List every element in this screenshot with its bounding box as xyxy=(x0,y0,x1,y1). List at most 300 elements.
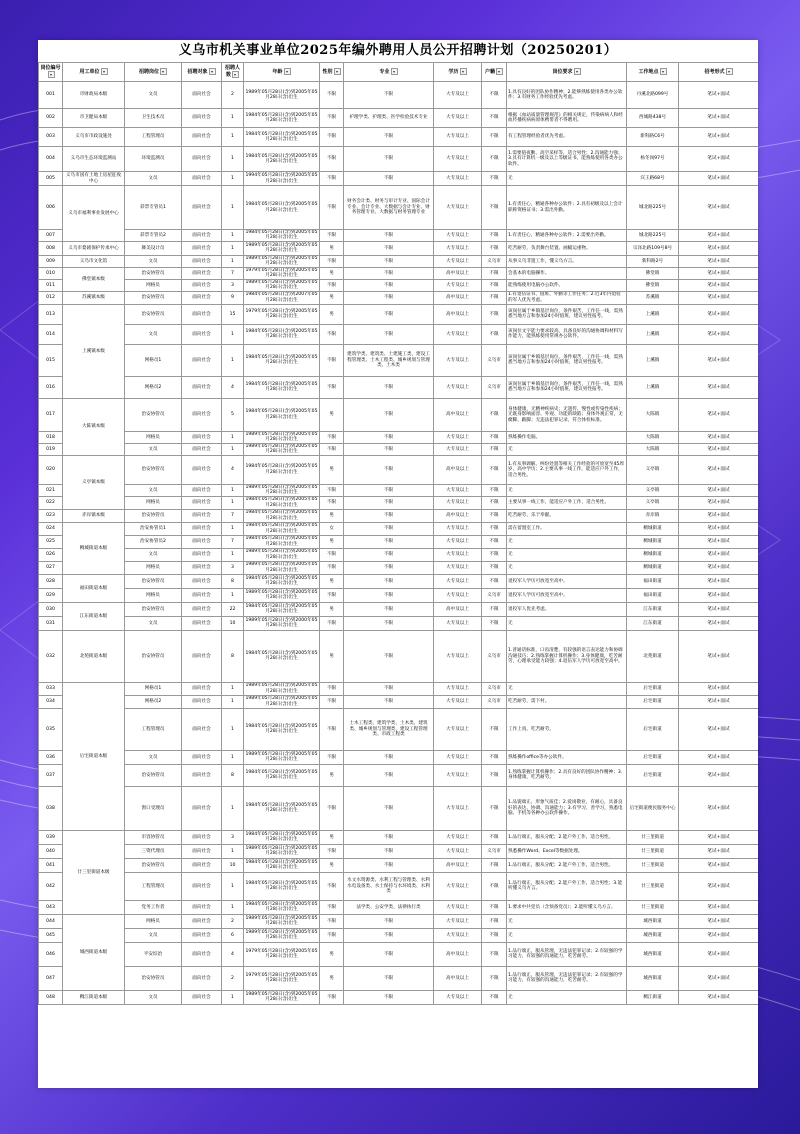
filter-dropdown-icon[interactable] xyxy=(232,71,239,78)
post-number-cell: 043 xyxy=(39,900,63,914)
job-title-cell: 工程管理员 xyxy=(125,872,182,900)
headcount-cell: 3 xyxy=(222,561,244,574)
requirements-cell: 1.品行端正，服从分配；2.能户外工作，适合男性；3.能听懂义乌方言。 xyxy=(507,872,627,900)
major-cell: 不限 xyxy=(344,695,434,708)
post-number-cell: 030 xyxy=(39,602,63,616)
education-cell: 高中及以上 xyxy=(434,398,482,431)
education-cell: 大专及以上 xyxy=(434,241,482,255)
post-number-cell: 037 xyxy=(39,764,63,786)
education-cell: 大专及以上 xyxy=(434,172,482,186)
job-title-cell: 彩票专管员2 xyxy=(125,230,182,242)
employer-unit-cell: 义乌市生态环境监测站 xyxy=(63,147,125,172)
education-cell: 高中及以上 xyxy=(434,602,482,616)
major-cell: 不限 xyxy=(344,914,434,928)
gender-cell: 不限 xyxy=(320,928,344,942)
job-title-cell: 治安协管员 xyxy=(125,764,182,786)
headcount-cell: 8 xyxy=(222,764,244,786)
major-cell: 不限 xyxy=(344,496,434,509)
headcount-cell: 1 xyxy=(222,990,244,1004)
age-range-cell: 1984年05月28日(含)到2005年05月28日(含)出生 xyxy=(244,764,320,786)
target-group-cell: 面向社会 xyxy=(182,344,222,376)
gender-cell: 不限 xyxy=(320,230,344,242)
table-row xyxy=(39,574,759,588)
table-row xyxy=(39,616,759,630)
headcount-cell: 1 xyxy=(222,708,244,750)
column-header-label: 专业 xyxy=(379,69,390,76)
exam-format-cell: 笔试+面试 xyxy=(679,522,759,535)
household-registration-cell: 义乌市 xyxy=(482,630,507,682)
household-registration-cell: 不限 xyxy=(482,561,507,574)
job-title-cell: 文员 xyxy=(125,172,182,186)
table-row xyxy=(39,966,759,990)
headcount-cell: 3 xyxy=(222,830,244,844)
post-number-cell: 023 xyxy=(39,509,63,522)
household-registration-cell: 不限 xyxy=(482,786,507,830)
household-registration-cell: 不限 xyxy=(482,109,507,128)
education-cell: 大专及以上 xyxy=(434,750,482,764)
major-cell: 建筑学类、建筑类、土建施工类、建设工程管理类、土木工程类、城乡规划与管理类、土木类 xyxy=(344,344,434,376)
post-number-cell: 006 xyxy=(39,186,63,230)
filter-dropdown-icon[interactable] xyxy=(209,68,216,75)
work-location-cell: 西城路438号 xyxy=(627,109,679,128)
gender-cell: 不限 xyxy=(320,128,344,147)
work-location-cell: 廿三里街道 xyxy=(627,900,679,914)
post-number-cell: 016 xyxy=(39,376,63,398)
target-group-cell: 面向社会 xyxy=(182,509,222,522)
column-header-label: 工作地点 xyxy=(638,69,659,76)
column-header-label: 年龄 xyxy=(272,69,283,76)
work-location-cell: 大陈镇 xyxy=(627,398,679,431)
household-registration-cell: 不限 xyxy=(482,535,507,548)
age-range-cell: 1984年05月28日(含)到2005年05月28日(含)出生 xyxy=(244,786,320,830)
work-location-cell: 新科路C6号 xyxy=(627,128,679,147)
requirements-cell: 1.有退伍证书、值班、外勤等工作任务；2.近3年内退役的军人优先考虑。 xyxy=(507,291,627,304)
age-range-cell: 1984年05月28日(含)到2007年05月28日(含)出生 xyxy=(245,292,318,303)
gender-cell: 男 xyxy=(320,267,344,279)
requirements-cell: 无 xyxy=(507,484,627,496)
table-row xyxy=(39,786,759,830)
headcount-cell: 1 xyxy=(222,588,244,602)
household-registration-cell: 不限 xyxy=(482,900,507,914)
work-location-cell: 稠城街道 xyxy=(627,535,679,548)
column-header-label: 招聘对象 xyxy=(187,69,208,76)
table-row xyxy=(39,484,759,496)
requirements-cell: 熟练操作office等办公软件。 xyxy=(507,750,627,764)
column-header xyxy=(244,63,320,82)
column-header xyxy=(507,63,627,82)
education-cell: 大专及以上 xyxy=(434,764,482,786)
major-cell: 不限 xyxy=(344,750,434,764)
household-registration-cell: 不限 xyxy=(482,230,507,242)
exam-format-cell: 笔试+面试 xyxy=(679,324,759,344)
work-location-cell: 上溪镇 xyxy=(627,344,679,376)
household-registration-cell: 不限 xyxy=(482,990,507,1004)
requirements-cell: 吃苦耐劳，负责舞台装置、画幅运重物。 xyxy=(507,241,627,255)
major-cell: 不限 xyxy=(344,928,434,942)
major-cell: 不限 xyxy=(344,858,434,872)
post-number-cell: 036 xyxy=(39,750,63,764)
work-location-cell: 廿三里街道 xyxy=(627,858,679,872)
household-registration-cell: 不限 xyxy=(482,291,507,304)
column-header xyxy=(679,63,759,82)
requirements-cell: 该岗位属于乡镇基层岗位，条件艰苦，工作任一线，需熟悉当地方言和参加24小时值班，建议男性报考。 xyxy=(507,376,627,398)
post-number-cell: 015 xyxy=(39,344,63,376)
age-range-cell: 1984年05月28日(含)到2005年05月28日(含)出生 xyxy=(245,901,318,913)
job-title-cell: 文员 xyxy=(125,750,182,764)
major-cell: 不限 xyxy=(344,82,434,109)
work-location-cell: 城西街道 xyxy=(627,942,679,966)
post-number-cell: 007 xyxy=(39,230,63,242)
age-range-cell: 1994年05月28日(含)到2005年05月28日(含)出生 xyxy=(245,173,318,184)
post-number-cell: 035 xyxy=(39,708,63,750)
column-header xyxy=(320,63,344,82)
post-number-cell: 012 xyxy=(39,291,63,304)
headcount-cell: 1 xyxy=(222,230,244,242)
target-group-cell: 面向社会 xyxy=(182,398,222,431)
job-title-cell: 工程管理员 xyxy=(125,128,182,147)
major-cell: 不限 xyxy=(344,398,434,431)
requirements-cell: 退役军人学历可放宽至高中。 xyxy=(507,588,627,602)
post-number-cell: 021 xyxy=(39,484,63,496)
household-registration-cell: 不限 xyxy=(482,764,507,786)
age-range-cell: 1989年05月28日(含)到2005年05月28日(含)出生 xyxy=(245,562,318,573)
filter-dropdown-icon[interactable] xyxy=(496,68,503,75)
requirements-cell: 能熟练使用电脑办公软件。 xyxy=(507,279,627,291)
table-row xyxy=(39,443,759,455)
target-group-cell: 面向社会 xyxy=(182,255,222,267)
headcount-cell: 1 xyxy=(222,109,244,128)
household-registration-cell: 不限 xyxy=(482,522,507,535)
work-location-cell: 佛堂镇 xyxy=(627,267,679,279)
education-cell: 大专及以上 xyxy=(434,786,482,830)
filter-dropdown-icon[interactable] xyxy=(660,68,667,75)
gender-cell: 不限 xyxy=(320,844,344,858)
filter-dropdown-icon[interactable] xyxy=(160,68,167,75)
post-number-cell: 004 xyxy=(39,147,63,172)
headcount-cell: 1 xyxy=(222,147,244,172)
employer-unit-cell: 廿三里街道本级 xyxy=(63,830,125,914)
household-registration-cell: 不限 xyxy=(482,267,507,279)
requirements-cell: 无 xyxy=(507,548,627,561)
target-group-cell: 面向社会 xyxy=(182,548,222,561)
major-cell: 不限 xyxy=(344,147,434,172)
employer-unit-cell: 义亭镇本级 xyxy=(63,455,125,509)
education-cell: 高中及以上 xyxy=(434,291,482,304)
headcount-cell: 1 xyxy=(222,900,244,914)
exam-format-cell: 笔试+面试 xyxy=(679,616,759,630)
table-row xyxy=(39,431,759,443)
column-header xyxy=(627,63,679,82)
filter-dropdown-icon[interactable] xyxy=(284,68,291,75)
exam-format-cell: 笔试+面试 xyxy=(679,830,759,844)
column-header-label: 招聘人数 xyxy=(224,64,240,78)
headcount-cell: 4 xyxy=(222,376,244,398)
column-header-label: 户籍 xyxy=(484,69,495,76)
age-range-cell: 1979年05月28日(含)到2005年05月28日(含)出生 xyxy=(244,304,320,324)
education-cell: 大专及以上 xyxy=(434,928,482,942)
post-number-cell: 027 xyxy=(39,561,63,574)
work-location-cell: 后宅街道便民服务中心 xyxy=(627,786,679,830)
gender-cell: 不限 xyxy=(320,708,344,750)
work-location-cell: 城西街道 xyxy=(627,928,679,942)
table-row xyxy=(39,279,759,291)
work-location-cell: 城西街道 xyxy=(627,914,679,928)
column-header-label: 招聘岗位 xyxy=(138,69,159,76)
employer-unit-cell: 后宅街道本级 xyxy=(63,682,125,830)
education-cell: 大专及以上 xyxy=(434,496,482,509)
column-header-label: 岗位编号 xyxy=(40,64,61,71)
age-range-cell: 1984年05月28日(含)到2005年05月28日(含)出生 xyxy=(245,497,318,508)
post-number-cell: 010 xyxy=(39,267,63,279)
requirements-cell: 1.有从事调解、纠纷处置等相关工作经验的可放宽至45周岁、高中学历；2.主要从事一线工作，能适应户外工作，适合男性。 xyxy=(507,455,627,484)
major-cell: 不限 xyxy=(344,574,434,588)
work-location-cell: 稠城街道 xyxy=(627,561,679,574)
job-title-cell: 三资代理员 xyxy=(125,844,182,858)
target-group-cell: 面向社会 xyxy=(182,708,222,750)
column-header-label: 性别 xyxy=(322,69,333,76)
education-cell: 大专及以上 xyxy=(434,109,482,128)
headcount-cell: 1 xyxy=(222,682,244,695)
table-body xyxy=(39,82,759,1005)
household-registration-cell: 不限 xyxy=(482,496,507,509)
job-title-cell: 文员 xyxy=(125,255,182,267)
requirements-cell: 工作上真，吃苦耐劳。 xyxy=(507,708,627,750)
age-range-cell: 1989年05月28日(含)到2000年05月28日(含)出生 xyxy=(245,617,318,629)
major-cell: 不限 xyxy=(344,830,434,844)
table-row xyxy=(39,241,759,255)
requirements-cell: 熟悉操作Word、Excel等数据处理。 xyxy=(507,844,627,858)
work-location-cell: 城西街道 xyxy=(627,966,679,990)
requirements-cell: 根据《血站质量管理规范》的相关规定，传染病病人和经血传播疾病病原体携带者不得聘用。 xyxy=(507,109,627,128)
gender-cell: 不限 xyxy=(320,990,344,1004)
job-title-cell: 彩票专管员1 xyxy=(125,186,182,230)
household-registration-cell: 不限 xyxy=(482,548,507,561)
requirements-cell: 无 xyxy=(507,172,627,186)
age-range-cell: 1989年05月28日(含)到2005年05月28日(含)出生 xyxy=(244,82,320,109)
job-title-cell: 治安协管员 xyxy=(125,966,182,990)
post-number-cell: 031 xyxy=(39,616,63,630)
gender-cell: 男 xyxy=(320,602,344,616)
job-title-cell: 治安协管员 xyxy=(125,304,182,324)
job-title-cell: 窗口受理员 xyxy=(125,786,182,830)
target-group-cell: 面向社会 xyxy=(182,496,222,509)
job-title-cell: 治安协管员 xyxy=(125,398,182,431)
work-location-cell: 后宅街道 xyxy=(627,682,679,695)
post-number-cell: 017 xyxy=(39,398,63,431)
gender-cell: 男 xyxy=(320,574,344,588)
job-title-cell: 治安协管员 xyxy=(125,267,182,279)
household-registration-cell: 不限 xyxy=(482,484,507,496)
filter-dropdown-icon[interactable] xyxy=(574,68,581,75)
education-cell: 高中及以上 xyxy=(434,455,482,484)
requirements-cell: 无 xyxy=(507,682,627,695)
employer-unit-cell: 福田街道本级 xyxy=(63,574,125,602)
job-title-cell: 治安协管员1 xyxy=(125,522,182,535)
major-cell: 不限 xyxy=(344,602,434,616)
work-location-cell: 后宅街道 xyxy=(627,708,679,750)
major-cell: 不限 xyxy=(344,990,434,1004)
age-range-cell: 1989年05月28日(含)到2005年05月28日(含)出生 xyxy=(245,845,318,857)
headcount-cell: 7 xyxy=(222,535,244,548)
household-registration-cell: 不限 xyxy=(482,966,507,990)
work-location-cell: 杨冬岗97号 xyxy=(627,147,679,172)
gender-cell: 男 xyxy=(320,398,344,431)
post-number-cell: 041 xyxy=(39,858,63,872)
work-location-cell: 廿三里街道 xyxy=(627,872,679,900)
job-title-cell: 治安协管员 xyxy=(125,455,182,484)
age-range-cell: 1984年05月28日(含)到2005年05月28日(含)出生 xyxy=(245,523,318,534)
gender-cell: 男 xyxy=(320,455,344,484)
target-group-cell: 面向社会 xyxy=(182,942,222,966)
major-cell: 不限 xyxy=(344,172,434,186)
exam-format-cell: 笔试+面试 xyxy=(679,548,759,561)
post-number-cell: 048 xyxy=(39,990,63,1004)
job-title-cell: 网格员 xyxy=(125,561,182,574)
target-group-cell: 面向社会 xyxy=(182,376,222,398)
requirements-cell: 需在留置室工作。 xyxy=(507,522,627,535)
headcount-cell: 9 xyxy=(222,291,244,304)
requirements-cell: 主要从事一线工作，能适应户外工作，适合男性。 xyxy=(507,496,627,509)
target-group-cell: 面向社会 xyxy=(182,764,222,786)
headcount-cell: 4 xyxy=(222,455,244,484)
exam-format-cell: 笔试+面试 xyxy=(679,844,759,858)
exam-format-cell: 笔试+面试 xyxy=(679,431,759,443)
requirements-cell: 熟练操作电脑。 xyxy=(507,431,627,443)
exam-format-cell: 笔试+面试 xyxy=(679,900,759,914)
household-registration-cell: 义乌市 xyxy=(482,844,507,858)
employer-unit-cell: 稠江街道本级 xyxy=(63,990,125,1004)
gender-cell: 男 xyxy=(320,241,344,255)
recruitment-sheet xyxy=(38,40,758,1088)
headcount-cell: 1 xyxy=(222,484,244,496)
filter-dropdown-icon[interactable] xyxy=(48,71,55,78)
post-number-cell: 047 xyxy=(39,966,63,990)
requirements-cell: 该岗位属于乡镇基层岗位，条件艰苦，工作任一线，需熟悉当地方言和参加24小时值班，建议男性报考。 xyxy=(507,304,627,324)
job-title-cell: 文员 xyxy=(125,990,182,1004)
gender-cell: 不限 xyxy=(320,186,344,230)
job-title-cell: 文员 xyxy=(125,928,182,942)
target-group-cell: 面向社会 xyxy=(182,561,222,574)
filter-dropdown-icon[interactable] xyxy=(101,68,108,75)
job-title-cell: 治安协管员 xyxy=(125,858,182,872)
major-cell: 不限 xyxy=(344,561,434,574)
age-range-cell: 1979年05月28日(含)到2005年05月28日(含)出生 xyxy=(244,942,320,966)
headcount-cell: 7 xyxy=(222,267,244,279)
requirements-cell: 吃苦耐劳、乐于奉献。 xyxy=(507,509,627,522)
exam-format-cell: 笔试+面试 xyxy=(679,376,759,398)
job-title-cell: 网格员2 xyxy=(125,695,182,708)
target-group-cell: 面向社会 xyxy=(182,443,222,455)
age-range-cell: 1984年05月28日(含)到2005年05月28日(含)出生 xyxy=(244,147,320,172)
table-row xyxy=(39,522,759,535)
education-cell: 大专及以上 xyxy=(434,588,482,602)
major-cell: 护理学类、护理类、医学检验技术专业 xyxy=(344,109,434,128)
headcount-cell: 1 xyxy=(222,255,244,267)
education-cell: 大专及以上 xyxy=(434,561,482,574)
household-registration-cell: 不限 xyxy=(482,942,507,966)
post-number-cell: 034 xyxy=(39,695,63,708)
target-group-cell: 面向社会 xyxy=(182,535,222,548)
employer-unit-cell: 稠城街道本级 xyxy=(63,522,125,574)
headcount-cell: 22 xyxy=(222,602,244,616)
work-location-cell: 城北路225号 xyxy=(627,230,679,242)
table-row xyxy=(39,398,759,431)
column-header xyxy=(182,63,222,82)
filter-dropdown-icon[interactable] xyxy=(460,68,467,75)
job-title-cell: 网格员 xyxy=(125,914,182,928)
major-cell: 不限 xyxy=(344,279,434,291)
table-row xyxy=(39,630,759,682)
exam-format-cell: 笔试+面试 xyxy=(679,872,759,900)
table-row xyxy=(39,695,759,708)
job-title-cell: 治安协管员 xyxy=(125,291,182,304)
requirements-cell: 身体健康，无精神疾病史；无遗传、慢性或传染性疾病；无既身影响面容、外观、功能的缺陷；身体外观正常，无瘸脚、跛脚；无违法犯罪记录，符合体检标准。 xyxy=(507,398,627,431)
exam-format-cell: 笔试+面试 xyxy=(679,304,759,324)
headcount-cell: 6 xyxy=(222,928,244,942)
employer-unit-cell: 北苑街道本级 xyxy=(63,630,125,682)
target-group-cell: 面向社会 xyxy=(182,900,222,914)
exam-format-cell: 笔试+面试 xyxy=(679,574,759,588)
headcount-cell: 1 xyxy=(222,186,244,230)
filter-dropdown-icon[interactable] xyxy=(726,68,733,75)
exam-format-cell: 笔试+面试 xyxy=(679,128,759,147)
exam-format-cell: 笔试+面试 xyxy=(679,109,759,128)
requirements-cell: 1.品行端正，服从管理，无违法犯罪记录；2.有较强的学习能力，有较强的沟通能力，吃苦耐劳。 xyxy=(507,942,627,966)
work-location-cell: 上溪镇 xyxy=(627,376,679,398)
age-range-cell: 1989年05月28日(含)到2005年05月28日(含)出生 xyxy=(245,696,318,707)
employer-unit-cell: 义乌市福利事业发展中心 xyxy=(63,186,125,242)
work-location-cell: 北苑街道 xyxy=(627,630,679,682)
headcount-cell: 1 xyxy=(222,496,244,509)
exam-format-cell: 笔试+面试 xyxy=(679,279,759,291)
employer-unit-cell: 市财政局本级 xyxy=(63,82,125,109)
major-cell: 不限 xyxy=(344,443,434,455)
education-cell: 大专及以上 xyxy=(434,914,482,928)
work-location-cell: 新科路2号 xyxy=(627,255,679,267)
employer-unit-cell: 江东街道本级 xyxy=(63,602,125,630)
major-cell: 不限 xyxy=(344,128,434,147)
filter-dropdown-icon[interactable] xyxy=(334,68,341,75)
major-cell: 水文水资源类、水利工程与管理类、水利水电设备类、水土保持与水环境类、水利类 xyxy=(344,872,434,900)
work-location-cell: 赤岸镇 xyxy=(627,509,679,522)
major-cell: 不限 xyxy=(344,844,434,858)
exam-format-cell: 笔试+面试 xyxy=(679,267,759,279)
exam-format-cell: 笔试+面试 xyxy=(679,695,759,708)
job-title-cell: 工程管理员 xyxy=(125,708,182,750)
headcount-cell: 15 xyxy=(222,304,244,324)
table-row xyxy=(39,267,759,279)
job-title-cell: 治安协管员 xyxy=(125,630,182,682)
target-group-cell: 面向社会 xyxy=(182,484,222,496)
education-cell: 大专及以上 xyxy=(434,900,482,914)
gender-cell: 不限 xyxy=(320,786,344,830)
gender-cell: 男 xyxy=(320,291,344,304)
gender-cell: 不限 xyxy=(320,376,344,398)
age-range-cell: 1989年05月28日(含)到2005年05月28日(含)出生 xyxy=(245,255,318,267)
education-cell: 高中及以上 xyxy=(434,267,482,279)
post-number-cell: 039 xyxy=(39,830,63,844)
work-location-cell: 宾王路68号 xyxy=(627,172,679,186)
gender-cell: 不限 xyxy=(320,172,344,186)
column-header-label: 学历 xyxy=(448,69,459,76)
headcount-cell: 1 xyxy=(222,522,244,535)
filter-dropdown-icon[interactable] xyxy=(391,68,398,75)
employer-unit-cell: 赤岸镇本级 xyxy=(63,509,125,522)
education-cell: 大专及以上 xyxy=(434,522,482,535)
exam-format-cell: 笔试+面试 xyxy=(679,230,759,242)
gender-cell: 男 xyxy=(320,942,344,966)
education-cell: 大专及以上 xyxy=(434,324,482,344)
